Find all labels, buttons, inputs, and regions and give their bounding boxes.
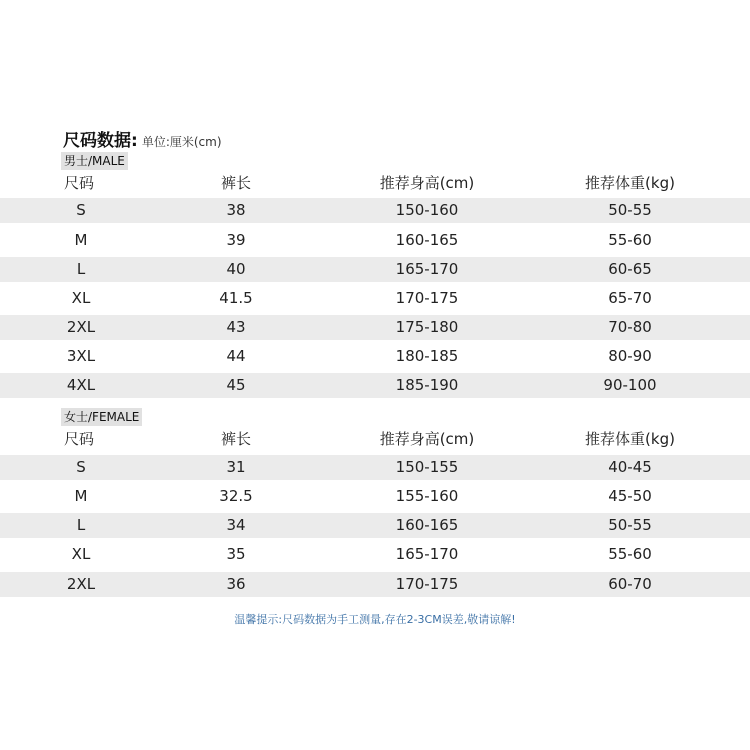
header-length: 裤长 xyxy=(220,174,251,192)
height-cell: 165-170 xyxy=(395,260,459,278)
length-cell: 34 xyxy=(226,516,246,534)
male-section-tag: 男士/MALE xyxy=(61,152,128,170)
length-cell: 38 xyxy=(226,201,246,219)
male-header-row xyxy=(0,171,750,196)
table-row xyxy=(0,344,750,369)
height-cell: 155-160 xyxy=(395,487,459,505)
size-cell: 2XL xyxy=(66,575,96,593)
length-cell: 31 xyxy=(226,458,246,476)
length-cell: 44 xyxy=(226,347,246,365)
weight-cell: 55-60 xyxy=(608,231,652,249)
header-size: 尺码 xyxy=(64,430,95,448)
height-cell: 160-165 xyxy=(395,231,459,249)
height-cell: 170-175 xyxy=(395,289,459,307)
size-cell: XL xyxy=(71,289,91,307)
length-cell: 41.5 xyxy=(219,289,253,307)
female-section-tag: 女士/FEMALE xyxy=(61,408,142,426)
table-row xyxy=(0,286,750,311)
header-weight: 推荐体重(kg) xyxy=(585,430,675,448)
table-row xyxy=(0,257,750,282)
weight-cell: 50-55 xyxy=(608,201,652,219)
length-cell: 45 xyxy=(226,376,246,394)
header-height: 推荐身高(cm) xyxy=(379,430,475,448)
height-cell: 170-175 xyxy=(395,575,459,593)
size-cell: M xyxy=(74,231,88,249)
header-weight: 推荐体重(kg) xyxy=(585,174,675,192)
height-cell: 150-160 xyxy=(395,201,459,219)
table-row xyxy=(0,228,750,253)
size-cell: S xyxy=(76,201,86,219)
size-cell: XL xyxy=(71,545,91,563)
table-row xyxy=(0,455,750,480)
header-size: 尺码 xyxy=(64,174,95,192)
weight-cell: 80-90 xyxy=(608,347,652,365)
length-cell: 35 xyxy=(226,545,246,563)
height-cell: 185-190 xyxy=(395,376,459,394)
weight-cell: 60-70 xyxy=(608,575,652,593)
size-cell: M xyxy=(74,487,88,505)
measurement-note: 温馨提示:尺码数据为手工测量,存在2-3CM误差,敬请谅解! xyxy=(234,613,516,626)
height-cell: 165-170 xyxy=(395,545,459,563)
weight-cell: 90-100 xyxy=(603,376,657,394)
table-row xyxy=(0,513,750,538)
weight-cell: 40-45 xyxy=(608,458,652,476)
title-row xyxy=(63,126,222,152)
table-row xyxy=(0,198,750,223)
height-cell: 150-155 xyxy=(395,458,459,476)
table-row xyxy=(0,315,750,340)
table-row xyxy=(0,542,750,567)
size-cell: 2XL xyxy=(66,318,96,336)
weight-cell: 45-50 xyxy=(608,487,652,505)
header-length: 裤长 xyxy=(220,430,251,448)
height-cell: 180-185 xyxy=(395,347,459,365)
size-cell: L xyxy=(76,260,86,278)
weight-cell: 50-55 xyxy=(608,516,652,534)
length-cell: 36 xyxy=(226,575,246,593)
length-cell: 32.5 xyxy=(219,487,253,505)
length-cell: 40 xyxy=(226,260,246,278)
header-height: 推荐身高(cm) xyxy=(379,174,475,192)
page-title: 尺码数据: xyxy=(63,131,138,151)
weight-cell: 55-60 xyxy=(608,545,652,563)
unit-label: 单位:厘米(cm) xyxy=(141,135,222,149)
weight-cell: 70-80 xyxy=(608,318,652,336)
weight-cell: 65-70 xyxy=(608,289,652,307)
table-row xyxy=(0,572,750,597)
table-row xyxy=(0,484,750,509)
size-cell: L xyxy=(76,516,86,534)
size-cell: S xyxy=(76,458,86,476)
height-cell: 160-165 xyxy=(395,516,459,534)
size-cell: 4XL xyxy=(66,376,96,394)
height-cell: 175-180 xyxy=(395,318,459,336)
size-cell: 3XL xyxy=(66,347,96,365)
length-cell: 39 xyxy=(226,231,246,249)
table-row xyxy=(0,373,750,398)
weight-cell: 60-65 xyxy=(608,260,652,278)
female-header-row xyxy=(0,427,750,452)
length-cell: 43 xyxy=(226,318,246,336)
